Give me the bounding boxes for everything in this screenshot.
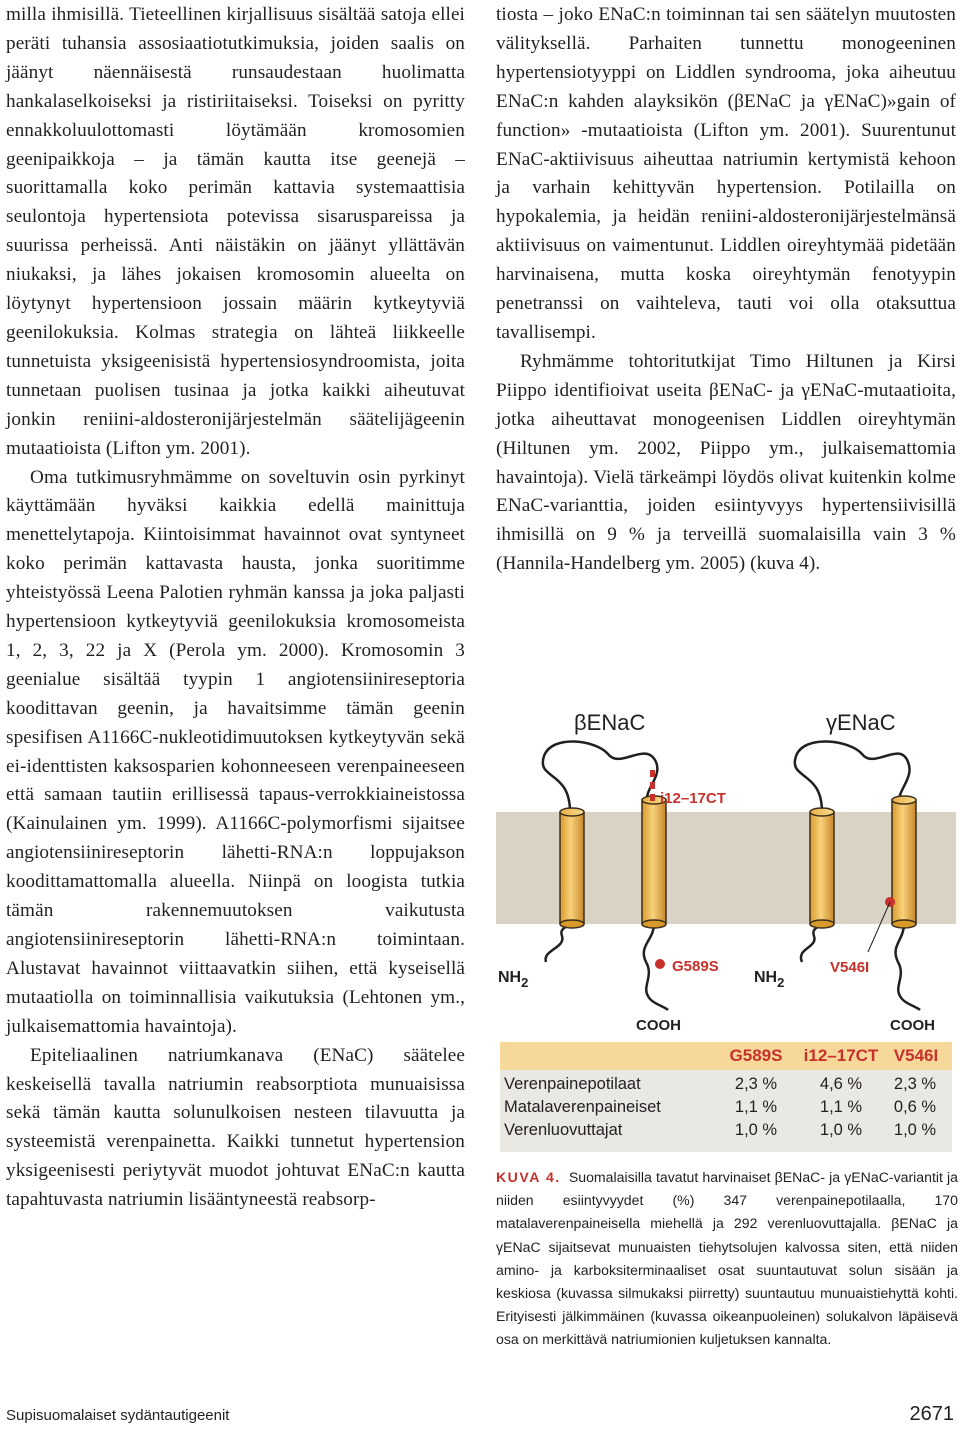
- left-paragraph-1: milla ihmisillä. Tieteellinen kirjallisuus sisältää satoja ellei peräti tuhansia assosiaatiotutkimuksia, joiden saalis on jäänyt näennäisestä runsaudestaan huolimatta hankalaselkoiseksi ja ristiriitaiseksi. Toiseksi on pyritty ennakkoluulottomasti löytämään kromosomien geenipaikkoja – ja tämän kautta itse geenejä – suorittamalla koko perimän kattavia systemaattisia seulontoja hypertensiota potevissa sisaruspareissa ja suurissa perheissä. Anti näistäkin on jäänyt yllättävän niukaksi, ja lähes jokaisen kromosomin alueelta on löytynyt hypertensioon jossain määrin kytkeytyviä geenilokuksia. Kolmas strategia on lähteä liikkeelle tunnetuista yksigeenisistä hypertensiosyndroomista, joita tunnetaan puolisen tusinaa ja jotka kaikki aiheutuvat jonkin reniini-aldosteronijärjestelmän säätelijägeenin mutaatioista (Lifton ym. 2001).: [6, 4, 465, 459]
- table-cell: 2,3 %: [734, 1075, 778, 1093]
- table-cell: 2,3 %: [893, 1075, 937, 1093]
- beta-enac-title: βENaC: [574, 710, 646, 735]
- table-header-i12: i12–17CT: [803, 1046, 879, 1065]
- table-row-label: Verenluovuttajat: [504, 1121, 623, 1139]
- page-number: 2671: [909, 1403, 954, 1425]
- table-cell: 1,1 %: [819, 1098, 863, 1116]
- g589s-marker: [655, 959, 665, 969]
- right-paragraph-1: tiosta – joko ENaC:n toiminnan tai sen säätelyn muutosten välityksellä. Parhaiten tunnettu monogeeninen hypertensiotyyppi on Liddlen syndrooma, joka aiheutuu ENaC:n kahden alayksikön (βENaC ja γENaC)»gain of function» -mutaatioista (Lifton ym. 2001). Suurentunut ENaC-aktiivisuus aiheuttaa natriumin kertymistä kehoon ja varhain kehittyvän hypertension. Potilailla on hypokalemia, ja heidän reniini-aldosteronijärjestelmänsä aktiivisuus on vaimentunut. Liddlen oireyhtymää pidetään harvinaisena, mutta koska oireyhtymän fenotyypin penetranssi on vaihteleva, tauti voi olla otaksuttua tavallisempi.: [496, 4, 956, 343]
- gamma-helix-2: [892, 796, 916, 928]
- table-header-row: [500, 1042, 952, 1070]
- table-row-label: Verenpainepotilaat: [504, 1075, 641, 1093]
- left-paragraph-3: Epiteliaalinen natriumkanava (ENaC) säätelee keskeisellä tavalla natriumin reabsorptiota munuaisissa sekä tämän kautta solunulkoisen nesteen tilavuutta ja systeemistä verenpainetta. Kaikki tunnetut hypertension yksigeenisesti periytyvät muodot johtuvat ENaC:n kautta tapahtuvasta natriumin lisääntyneestä reabsorp-: [6, 1044, 465, 1211]
- left-paragraph-2: Oma tutkimusryhmämme on soveltuvin osin pyrkinyt käyttämään hyväksi kaikkia edellä mainittuja menettelytapoja. Kiintoisimmat havainnot ovat syntyneet koko perimän kattavasta hausta, jonka suoritimme yhteistyössä Leena Palotien ryhmän kanssa ja joka paljasti hypertensioon kytkeytyviä geenilokuksia kromosomeista 1, 2, 3, 22 ja X (Perola ym. 2000). Kromosomin 3 geenialue sisältää tyypin 1 angiotensiinireseptoria koodittavan geenin, ja havaitsimme tämän geenin spesifisen A1166C-nukleotidimuutoksen kytkeytyvän sekä ei-identtisten kaksosparien kohonneeseen verenpaineeseen että samaan tautiin erillisessä tapaus-verrokkiaineistossa (Kainulainen ym. 1999). A1166C-polymorfismi sijaitsee angiotensiinireseptorin lähetti-RNA:n loppujakson koodittamattomalla alueella. Niinpä on loogista tutkia tämän rakennemuutoksen vaikutusta angiotensiinireseptorin lähetti-RNA:n toimintaan. Alustavat havainnot viittaavatkin siihen, että kyseisellä mutaatiolla on toiminnallisia vaikutuksia (Lehtonen ym., julkaisemattomia havaintoja).: [6, 466, 465, 1037]
- beta-cterm-strand: [644, 924, 668, 1010]
- table-header-g589s: G589S: [729, 1046, 783, 1065]
- table-cell: 1,0 %: [893, 1121, 937, 1139]
- i12-marker-dot-3: [650, 794, 655, 801]
- gamma-nh2-label: $NH_2$: [754, 969, 785, 990]
- gamma-enac-title: γENaC: [826, 710, 896, 735]
- table-row-label: Matalaverenpaineiset: [504, 1098, 661, 1116]
- i12-marker-dot-2: [650, 782, 655, 789]
- table-cell: 1,1 %: [734, 1098, 778, 1116]
- beta-cooh-label: COOH: [636, 1017, 681, 1034]
- g589s-label: G589S: [672, 958, 719, 975]
- v546i-label: V546I: [830, 959, 870, 976]
- table-header-v546i: V546I: [893, 1046, 939, 1065]
- beta-helix-2: [642, 796, 666, 928]
- beta-helix-1: [560, 808, 584, 928]
- enac-diagram: [496, 700, 956, 1040]
- caption-text: Suomalaisilla tavatut harvinaiset βENaC- ja γENaC-variantit ja niiden esiintyvyydet (%) 347 verenpainepotilaalla, 170 matalaverenpaineisella miehellä ja 292 verenluovuttajalla. βENaC ja γENaC sijaitsevat munuaisten tiehytsolujen kalvossa siten, että niiden amino- ja karboksiterminaaliset osat suuntautuvat solun sisään ja keskiosa (kuvassa silmukaksi piirretty) suuntautuu munuaistiehyttä kohti. Erityisesti jälkimmäinen (kuvassa oikeanpuoleinen) solukalvon läpäisevä osa on merkittävä natriumionien kuljetuksen kannalta.: [496, 1169, 958, 1348]
- right-column: [496, 1, 956, 579]
- i12-label: i12–17CT: [660, 790, 726, 807]
- table-cell: 1,0 %: [819, 1121, 863, 1139]
- right-paragraph-2: Ryhmämme tohtoritutkijat Timo Hiltunen ja Kirsi Piippo identifioivat useita βENaC- ja γENaC-mutaatioita, jotka aiheuttavat monogeenisen Liddlen oireyhtymän (Hiltunen ym. 2002, Piippo ym., julkaisemattomia havaintoja). Vielä tärkeämpi löydös olivat kuitenkin kolme ENaC-varianttia, joiden esiintyvyys hypertensiivisillä ihmisillä on 9 % ja terveillä suomalaisilla vain 3 % (Hannila-Handelberg ym. 2005) (kuva 4).: [496, 350, 956, 575]
- variant-frequency-table: [500, 1042, 952, 1152]
- left-column: [6, 1, 465, 1215]
- beta-extracellular-loop: [543, 741, 658, 812]
- table-cell: 1,0 %: [734, 1121, 778, 1139]
- figure-caption: [496, 1166, 958, 1352]
- journal-footer: Supisuomalaiset sydäntautigeenit: [6, 1407, 230, 1424]
- gamma-cterm-strand: [896, 924, 920, 1010]
- caption-label: KUVA 4.: [496, 1169, 561, 1185]
- beta-nh2-label: $NH_2$: [498, 969, 529, 990]
- gamma-cooh-label: COOH: [890, 1017, 935, 1034]
- table-cell: 4,6 %: [819, 1075, 863, 1093]
- i12-marker-dot-1: [650, 770, 655, 777]
- gamma-helix-1: [810, 808, 834, 928]
- table-cell: 0,6 %: [893, 1098, 937, 1116]
